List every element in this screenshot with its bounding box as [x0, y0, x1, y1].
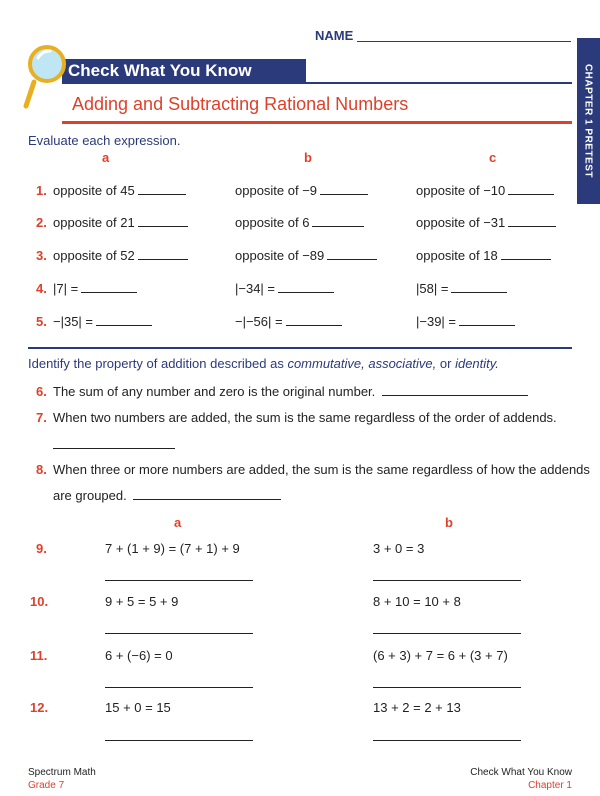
answer-blank[interactable]	[133, 498, 281, 500]
part2-instruction	[28, 356, 499, 371]
problem-number: 11.	[30, 648, 48, 663]
problem-3b	[235, 248, 377, 263]
question-number: 6.	[36, 384, 47, 399]
answer-blank[interactable]	[327, 258, 377, 260]
answer-blank[interactable]	[320, 193, 368, 195]
answer-blank[interactable]	[105, 740, 253, 741]
answer-blank[interactable]	[81, 291, 137, 293]
answer-blank[interactable]	[501, 258, 551, 260]
answer-blank[interactable]	[286, 324, 342, 326]
problem-3a	[53, 248, 188, 263]
question-7-text: When two numbers are added, the sum is the same regardless of the order of addends.	[53, 410, 557, 425]
answer-blank[interactable]	[138, 258, 188, 260]
problem-4b	[235, 281, 334, 296]
footer-chapter: Chapter 1	[528, 780, 572, 791]
column-b-heading: b	[445, 515, 453, 530]
problem-text: opposite of 18	[416, 248, 498, 263]
question-text: The sum of any number and zero is the original number.	[53, 384, 376, 399]
answer-blank[interactable]	[96, 324, 152, 326]
answer-blank[interactable]	[53, 448, 175, 449]
name-field[interactable]	[357, 41, 571, 42]
problem-text: |−34| =	[235, 281, 276, 296]
problem-5b	[235, 314, 342, 329]
problem-5c	[416, 314, 515, 329]
problem-text: opposite of −9	[235, 183, 318, 198]
instruction-text: Identify the property of addition described as	[28, 356, 288, 371]
answer-blank[interactable]	[312, 225, 364, 227]
question-8-text: When three or more numbers are added, the sum is the same regardless of how the addends	[53, 462, 590, 477]
problem-number: 10.	[30, 594, 49, 609]
problem-number: 9.	[36, 541, 47, 556]
problem-1b	[235, 183, 368, 198]
problem-12b: 13 + 2 = 2 + 13	[373, 700, 461, 715]
chapter-side-tab-label: CHAPTER 1 PRETEST	[582, 63, 594, 179]
problem-5a	[53, 314, 152, 329]
problem-number: 12.	[30, 700, 49, 715]
section-divider	[28, 347, 572, 349]
column-b-heading: b	[304, 150, 312, 165]
problem-number: 5.	[36, 314, 47, 329]
question-number: 7.	[36, 410, 47, 425]
problem-9b: 3 + 0 = 3	[373, 541, 425, 556]
problem-text: opposite of −31	[416, 215, 506, 230]
problem-text: |7| =	[53, 281, 79, 296]
problem-text: opposite of 45	[53, 183, 135, 198]
page-subtitle: Adding and Subtracting Rational Numbers	[72, 94, 409, 114]
problem-10a: 9 + 5 = 5 + 9	[105, 594, 179, 609]
problem-4a	[53, 281, 137, 296]
answer-blank[interactable]	[382, 394, 528, 396]
subtitle-rule	[62, 121, 572, 124]
answer-blank[interactable]	[373, 633, 521, 634]
answer-blank[interactable]	[373, 687, 521, 688]
problem-number: 2.	[36, 215, 47, 230]
answer-blank[interactable]	[373, 740, 521, 741]
footer-book-title: Spectrum Math	[28, 767, 96, 778]
problem-4c	[416, 281, 507, 296]
question-8-cont	[53, 488, 281, 503]
column-a-heading: a	[174, 515, 182, 530]
problem-11a: 6 + (−6) = 0	[105, 648, 173, 663]
title-rule	[62, 82, 572, 84]
problem-number: 4.	[36, 281, 47, 296]
answer-blank[interactable]	[105, 687, 253, 688]
footer-section: Check What You Know	[470, 767, 572, 778]
problem-text: opposite of 6	[235, 215, 310, 230]
problem-text: −|−56| =	[235, 314, 283, 329]
problem-2a	[53, 215, 188, 230]
problem-number: 3.	[36, 248, 47, 263]
part1-instruction: Evaluate each expression.	[28, 133, 181, 148]
column-c-heading: c	[489, 150, 497, 165]
problem-11b: (6 + 3) + 7 = 6 + (3 + 7)	[373, 648, 508, 663]
problem-1c	[416, 183, 554, 198]
problem-text: opposite of −89	[235, 248, 325, 263]
answer-blank[interactable]	[373, 580, 521, 581]
problem-number: 1.	[36, 183, 47, 198]
answer-blank[interactable]	[105, 633, 253, 634]
instruction-terms: commutative, associative,	[287, 356, 437, 371]
problem-text: |58| =	[416, 281, 449, 296]
answer-blank[interactable]	[138, 225, 188, 227]
answer-blank[interactable]	[451, 291, 507, 293]
name-label: NAME	[315, 28, 354, 43]
column-a-heading: a	[102, 150, 110, 165]
problem-12a: 15 + 0 = 15	[105, 700, 171, 715]
problem-10b: 8 + 10 = 10 + 8	[373, 594, 461, 609]
answer-blank[interactable]	[278, 291, 334, 293]
answer-blank[interactable]	[508, 225, 556, 227]
problem-1a	[53, 183, 186, 198]
problem-text: opposite of 21	[53, 215, 135, 230]
problem-9a: 7 + (1 + 9) = (7 + 1) + 9	[105, 541, 240, 556]
footer-grade: Grade 7	[28, 780, 65, 791]
question-6	[53, 384, 528, 399]
problem-2c	[416, 215, 556, 230]
problem-text: opposite of 52	[53, 248, 135, 263]
instruction-last-term: identity.	[455, 356, 499, 371]
problem-text: −|35| =	[53, 314, 94, 329]
problem-3c	[416, 248, 551, 263]
question-number: 8.	[36, 462, 47, 477]
answer-blank[interactable]	[459, 324, 515, 326]
answer-blank[interactable]	[138, 193, 186, 195]
magnifier-icon	[20, 42, 70, 112]
answer-blank[interactable]	[508, 193, 554, 195]
problem-2b	[235, 215, 364, 230]
page-title: Check What You Know	[68, 61, 252, 80]
question-text: are grouped.	[53, 488, 127, 503]
problem-text: |−39| =	[416, 314, 457, 329]
instruction-or: or	[436, 356, 456, 371]
answer-blank[interactable]	[105, 580, 253, 581]
problem-text: opposite of −10	[416, 183, 506, 198]
